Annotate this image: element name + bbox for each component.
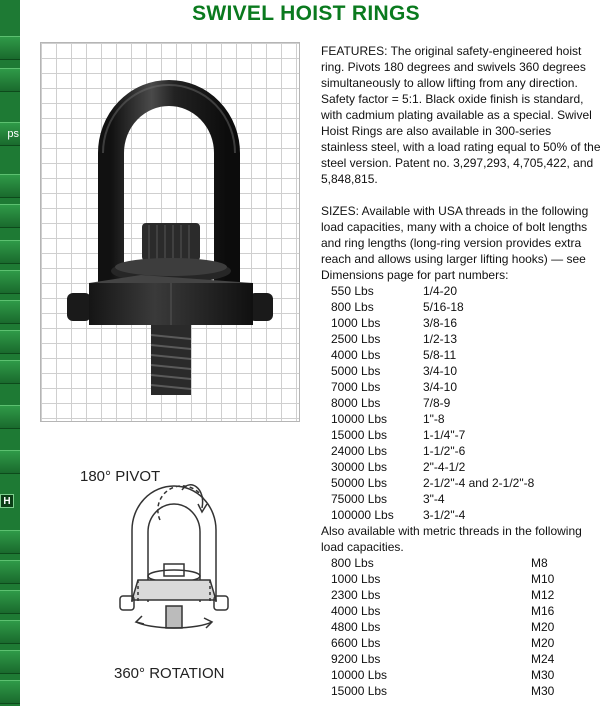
load-capacity: 2300 Lbs [331,588,381,602]
size-row [321,379,601,395]
nav-button[interactable] [0,680,20,704]
nav-label: ps [7,128,19,140]
size-row [321,475,601,491]
load-capacity: 10000 Lbs [331,668,388,682]
thread-size: 1/2-13 [423,332,458,346]
load-capacity: 1000 Lbs [331,572,381,586]
nav-button[interactable] [0,300,20,324]
load-capacity: 1000 Lbs [331,316,381,330]
load-capacity: 15000 Lbs [331,684,388,698]
thread-size: M24 [531,652,555,666]
load-capacity: 4000 Lbs [331,348,381,362]
size-row [321,507,601,523]
load-capacity: 15000 Lbs [331,428,388,442]
thread-size: M16 [531,604,555,618]
load-capacity: 7000 Lbs [331,380,381,394]
thread-size: M20 [531,620,555,634]
nav-button[interactable] [0,270,20,294]
size-row [321,363,601,379]
nav-button[interactable] [0,590,20,614]
load-capacity: 100000 Lbs [331,508,394,522]
load-capacity: 30000 Lbs [331,460,388,474]
thread-size: 3"-4 [423,492,445,506]
load-capacity: 4800 Lbs [331,620,381,634]
load-capacity: 550 Lbs [331,284,374,298]
load-capacity: 10000 Lbs [331,412,388,426]
thread-size: 3/4-10 [423,380,458,394]
load-capacity: 4000 Lbs [331,604,381,618]
thread-size: 5/16-18 [423,300,464,314]
thread-size: 5/8-11 [423,348,457,362]
nav-button[interactable] [0,174,20,198]
size-row [321,555,601,571]
nav-button[interactable] [0,560,20,584]
size-row [321,571,601,587]
nav-button[interactable] [0,450,20,474]
load-capacity: 800 Lbs [331,300,374,314]
size-row [321,667,601,683]
nav-button[interactable] [0,650,20,674]
nav-button[interactable] [0,330,20,354]
nav-button[interactable] [0,36,20,60]
thread-size: M20 [531,636,555,650]
nav-badge[interactable]: H [0,494,14,508]
thread-size: M30 [531,684,555,698]
size-row [321,299,601,315]
load-capacity: 5000 Lbs [331,364,381,378]
product-photo [40,42,300,422]
thread-size: M10 [531,572,555,586]
thread-size: 1-1/2"-6 [423,444,466,458]
hoist-ring-line-drawing [78,460,253,660]
thread-size: 1"-8 [423,412,445,426]
load-capacity: 8000 Lbs [331,396,381,410]
size-row [321,347,601,363]
load-capacity: 800 Lbs [331,556,374,570]
size-row [321,619,601,635]
nav-button[interactable] [0,530,20,554]
load-capacity: 9200 Lbs [331,652,381,666]
thread-size: 2-1/2"-4 and 2-1/2"-8 [423,476,535,490]
load-capacity: 2500 Lbs [331,332,381,346]
thread-size: 3/4-10 [423,364,458,378]
load-capacity: 75000 Lbs [331,492,388,506]
description-column [321,43,601,699]
pivot-rotation-diagram [78,460,253,685]
size-row [321,443,601,459]
page-title: SWIVEL HOIST RINGS [192,2,420,25]
thread-size: 7/8-9 [423,396,451,410]
load-capacity: 6600 Lbs [331,636,381,650]
thread-size: 3-1/2"-4 [423,508,466,522]
size-row [321,683,601,699]
size-row [321,427,601,443]
size-row [321,315,601,331]
nav-button[interactable] [0,68,20,92]
nav-button[interactable] [0,405,20,429]
metric-sizes-list [321,555,601,699]
usa-sizes-list [321,283,601,523]
thread-size: M8 [531,556,548,570]
hoist-ring-image [41,43,299,421]
features-paragraph: FEATURES: The original safety-engineered hoist ring. Pivots 180 degrees and swivels 360 degrees simultaneously to allow lifting from any direction. Safety factor = 5:1. Black oxide finish is standard, with cadmium plating available as a special. Swivel Hoist Rings are also available in 300-series stainless steel, with a load rating equal to 50% of the steel version. Patent no. 3,297,293, 4,705,422, and 5,848,815. [321,44,601,186]
size-row [321,395,601,411]
nav-button[interactable] [0,240,20,264]
thread-size: 1/4-20 [423,284,458,298]
size-row [321,491,601,507]
metric-intro: Also available with metric threads in the following load capacities. [321,524,582,554]
load-capacity: 50000 Lbs [331,476,388,490]
size-row [321,635,601,651]
thread-size: 1-1/4"-7 [423,428,466,442]
load-capacity: 24000 Lbs [331,444,388,458]
size-row [321,283,601,299]
size-row [321,459,601,475]
nav-button[interactable] [0,122,20,146]
nav-button[interactable] [0,620,20,644]
size-row [321,603,601,619]
thread-size: M30 [531,668,555,682]
rotation-label: 360° ROTATION [114,665,225,682]
size-row [321,411,601,427]
nav-button[interactable] [0,204,20,228]
pivot-label: 180° PIVOT [80,468,161,485]
thread-size: 3/8-16 [423,316,458,330]
size-row [321,587,601,603]
thread-size: M12 [531,588,555,602]
nav-button[interactable] [0,360,20,384]
size-row [321,331,601,347]
sizes-intro: SIZES: Available with USA threads in the following load capacities, many with a choice of bolt lengths and ring lengths (long-ring version provides extra reach and allows using larger lifting hooks) — see Dimensions page for part numbers: [321,204,589,282]
sidebar-nav [0,0,20,706]
size-row [321,651,601,667]
thread-size: 2"-4-1/2 [423,460,466,474]
